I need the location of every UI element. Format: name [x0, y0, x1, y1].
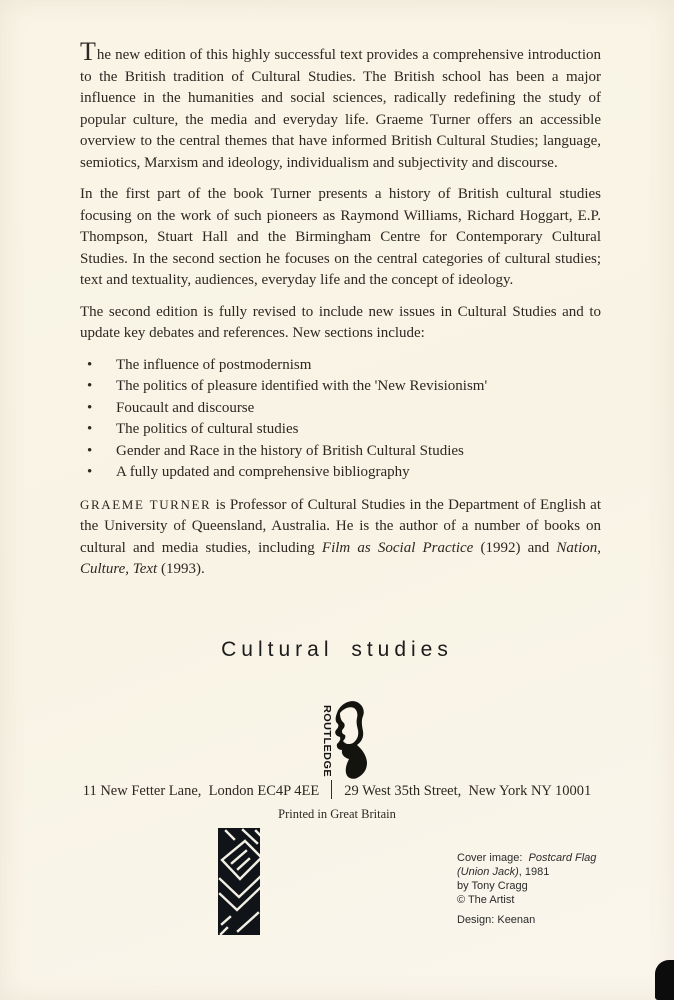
list-item: [80, 355, 601, 377]
list-item-text: Foucault and discourse: [116, 399, 255, 416]
address-divider: [331, 780, 332, 799]
routledge-figure-icon: [303, 700, 373, 780]
credit-designer: Design: Keenan: [457, 914, 536, 926]
dropcap-initial: T: [80, 37, 97, 66]
list-item: [80, 398, 601, 420]
list-item: [80, 441, 601, 463]
list-item: [80, 419, 601, 441]
author-bio: GRAEME TURNER is Professor of Cultural Studies in the Department of English at the University of Queensland, Australia. He is the author of a number of books on cultural and media studies, including Film as Social Practice (1992) and Nation, Culture, Text (1993).: [80, 496, 602, 577]
series-title: Cultural studies: [221, 638, 453, 661]
credit-artist: by Tony Cragg: [457, 880, 528, 892]
blurb-paragraph-3: The second edition is fully revised to include new issues in Cultural Studies and to update key debates and references. New sections include:: [80, 303, 601, 341]
credit-copyright: © The Artist: [457, 894, 515, 906]
new-sections-list: [80, 355, 601, 484]
bullet-icon: •: [87, 378, 93, 394]
bullet-icon: •: [87, 399, 93, 416]
list-item-text: A fully updated and comprehensive bibliography: [116, 464, 410, 480]
list-item-text: The politics of cultural studies: [116, 421, 299, 437]
list-item: [80, 462, 601, 484]
blurb-paragraph-1-text: he new edition of this highly successful text provides a comprehensive introduction to the British tradition of Cultural Studies. The British school has been a major influence in the humanities and social sciences, radically redefining the study of popular culture, the media and everyday life. Graeme Turner offers an accessible overview to the central themes that have informed British Cultural Studies; language, semiotics, Marxism and ideology, individualism and subjectivity and discourse.: [80, 47, 601, 171]
union-jack-postcard-icon: [218, 828, 260, 935]
address-london: 11 New Fetter Lane, London EC4P 4EE: [82, 783, 320, 799]
routledge-logo-text: ROUTLEDGE: [321, 705, 333, 775]
list-item: [80, 376, 601, 398]
bullet-icon: •: [87, 356, 93, 373]
bullet-icon: •: [87, 421, 93, 437]
blurb-paragraph-1: [80, 37, 601, 174]
credit-cover-image: Cover image: Postcard Flag: [457, 852, 597, 864]
publisher-addresses: [0, 780, 674, 800]
bullet-icon: •: [87, 442, 93, 459]
credit-artwork-title: (Union Jack), 1981: [457, 866, 550, 878]
bullet-icon: •: [87, 464, 93, 480]
list-item-text: The politics of pleasure identified with the 'New Revisionism': [116, 378, 488, 394]
printed-note: Printed in Great Britain: [278, 807, 396, 821]
blurb-paragraph-2: In the first part of the book Turner presents a history of British cultural studies focusing on the work of such pioneers as Raymond Williams, Richard Hoggart, E.P. Thompson, Stuart Hall and the Birmingham Centre for Contemporary Cultural Studies. In the second section he focuses on the central categories of cultural studies; text and textuality, audiences, everyday life and the concept of ideology.: [80, 186, 601, 288]
routledge-logo: [303, 700, 373, 780]
list-item-text: Gender and Race in the history of British Cultural Studies: [116, 442, 464, 459]
cover-credits: [457, 851, 627, 927]
back-cover-blurb: [80, 37, 602, 591]
address-new-york: 29 West 35th Street, New York NY 10001: [344, 783, 592, 799]
list-item-text: The influence of postmodernism: [116, 356, 312, 373]
scan-corner-artifact: [655, 960, 674, 1000]
